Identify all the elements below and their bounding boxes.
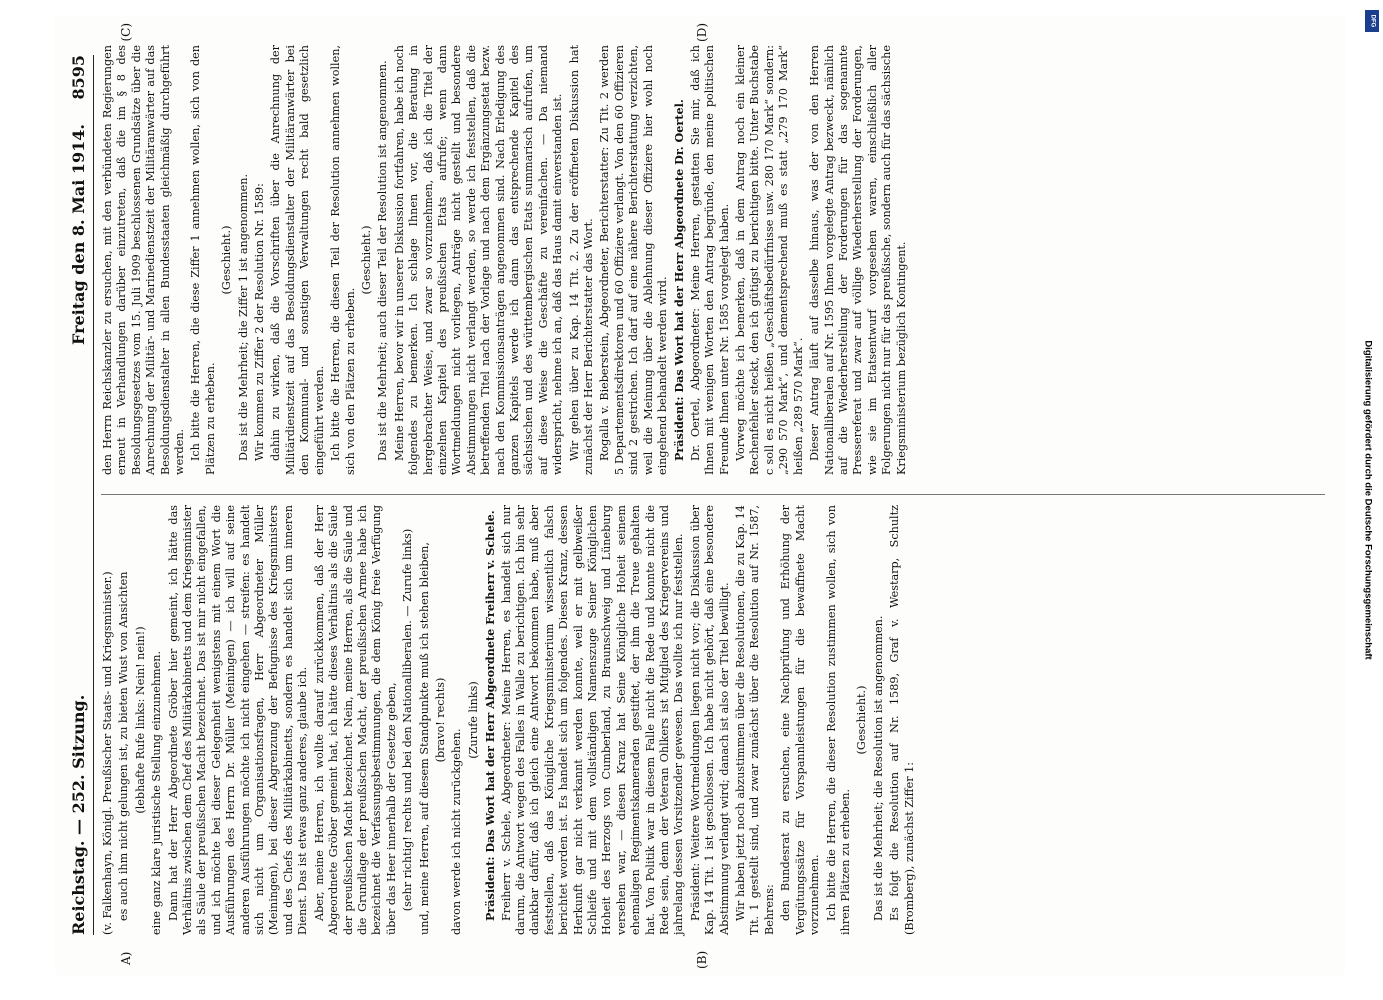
paragraph: (Geschieht.) — [855, 685, 869, 755]
paragraph: Das ist die Mehrheit; die Resolution ist angenommen. — [871, 615, 885, 921]
paragraph: Wir haben jetzt noch abzustimmen über die Resolutionen, die zu Kap. 14 Tit. 1 gestellt sind, und zwar zunächst über die Resolution auf Nr. 1587, Behrens: — [734, 505, 776, 935]
paragraph: Wir kommen zu Ziffer 2 der Resolution Nr. 1589: — [253, 183, 267, 461]
paragraph: den Herrn Reichskanzler zu ersuchen, mit den verbündeten Regierungen erneut in Verhandlungen darüber einzutreten, daß die im § 8 des Besoldungsgesetzes vom 15. Juli 1909 beschlossenen Grundsätze über die Anrechnung der Militär- und Marinedienstzeit der Militäranwärter auf das Besoldungsdienstalter in allen Bundesstaaten gleichmäßig durchgeführt werden. — [101, 45, 187, 475]
dfg-logo-icon: DFG — [1365, 10, 1379, 32]
digitization-credit-text: Digitalisierung gefördert durch die Deutsche Forschungsgemeinschaft — [1362, 340, 1374, 660]
paragraph: Das ist die Mehrheit; die Ziffer 1 ist angenommen. — [236, 173, 250, 461]
paragraph: (Geschieht.) — [220, 225, 234, 295]
margin-marker-a: A) — [119, 951, 133, 965]
paragraph: Präsident: Weitere Wortmeldungen liegen nicht vor; die Diskussion über Kap. 14 Tit. 1 ist geschlossen. Ich habe nicht gehört, daß eine besondere Abstimmung verlangt wird; danach ist also der Titel bewilligt. — [688, 505, 731, 935]
paragraph: Dann hat der Herr Abgeordnete Gröber hier gemeint, ich hätte das Verhältnis zwischen dem Chef des Militärkabinetts und dem Kriegsminister als Säule der preußischen Macht bezeichnet. Das ist mir nicht eingefallen, und ich möchte bei dieser Gelegenheit wenigstens mit einem Wort die Ausführungen des Herrn Dr. Müller (Meiningen) — ich will auf seine anderen Ausführungen möchte ich nicht eingehen — streifen: es handelt sich nicht um Organisationsfragen, Herr Abgeordneter Müller (Meiningen), bei dieser Abgrenzung der Befugnisse des Kriegsministers und des Chefs des Militärkabinetts, sondern es handelt sich um inneren Dienst. Das ist etwas ganz anderes, glaube ich. — [166, 505, 310, 935]
paragraph: Wir gehen über zu Kap. 14 Tit. 2. Zu der eröffneten Diskussion hat zunächst der Herr Berichterstatter das Wort. — [567, 45, 595, 475]
header-center: Freitag den 8. Mai 1914. — [69, 124, 88, 345]
paragraph: (bravo! rechts) — [433, 677, 447, 763]
paragraph: Ich bitte die Herren, die diese Ziffer 1 annehmen wollen, sich von den Plätzen zu erheben. — [189, 45, 217, 475]
page-number: 8595 — [69, 55, 88, 100]
right-column — [101, 45, 911, 475]
paragraph: davon werde ich nicht zurückgehen. — [450, 728, 464, 935]
paragraph: Ich bitte die Herren, die diesen Teil der Resolution annehmen wollen, sich von den Plätzen zu erheben. — [329, 45, 357, 475]
paragraph: es auch ihm nicht gelungen ist, zu bieten Wust von Ansichten — [117, 571, 131, 921]
paragraph: Aber, meine Herren, ich wollte darauf zurückkommen, daß der Herr Abgeordnete Gröber gemeint hat, ich hätte dieses Verhältnis als die Säule der preußischen Macht bezeichnet. Nein, meine Herren, als die Säule und die Grundlage der preußischen Macht, der preußischen Armee habe ich bezeichnet die Verfassungsbestimmungen, die dem König freie Verfügung über das Heer innerhalb der Gesetze geben, — [312, 505, 398, 935]
paragraph: Vorweg möchte ich bemerken, daß in dem Antrag noch ein kleiner Rechenfehler steckt, den ich gütigst zu berichtigen bitte. Unter Buchstabe c soll es nicht heißen „Geschäftsbedürfnisse usw. 280 170 Mark“ sondern: „290 570 Mark“, und dementsprechend muß es statt „279 170 Mark“ heißen „289 570 Mark“. — [734, 45, 805, 475]
left-column — [101, 505, 919, 935]
paragraph: Es folgt die Resolution auf Nr. 1589, Graf v. Westarp, Schultz (Bromberg), zunächst Ziffer 1: — [888, 505, 916, 935]
paragraph: Meine Herren, bevor wir in unserer Diskussion fortfahren, habe ich noch folgendes zu bemerken. Ich schlage Ihnen vor, die Beratung in hergebrachter Weise, und zwar so vorzunehmen, daß ich die Titel der einzelnen Kapitel des preußischen Etats aufrufe; wenn dann Wortmeldungen nicht vorliegen, Anträge nicht gestellt und besondere Abstimmungen nicht verlangt werden, so werde ich feststellen, daß die betreffenden Titel nach der Vorlage und nach dem Ergänzungsetat bezw. nach den Kommissionsanträgen angenommen sind. Nach Erledigung des ganzen Kapitels werde ich dann das entsprechende Kapitel des sächsischen und des württembergischen Etats summarisch aufrufen, um auf diese Weise die Geschäfte zu vereinfachen. — Da niemand widerspricht, nehme ich an, daß das Haus damit einverstanden ist. — [392, 45, 565, 475]
paragraph: Präsident: Das Wort hat der Herr Abgeordnete Dr. Oertel. — [672, 99, 687, 461]
paragraph: Dr. Oertel, Abgeordneter: Meine Herren, gestatten Sie mir, daß ich Ihnen mit wenigen Worten den Antrag begründe, den meine politischen Freunde Ihnen unter Nr. 1585 vorgelegt haben. — [688, 45, 731, 475]
paragraph: dahin zu wirken, daß die Vorschriften über die Anrechnung der Militärdienstzeit auf das Besoldungsdienstalter der Militäranwärter bei den Kommunal- und sonstigen Verwaltungen recht bald gesetzlich eingeführt werden. — [269, 45, 326, 475]
margin-marker-b: (B) — [695, 950, 709, 969]
column-divider — [101, 494, 1325, 495]
speaker-line: (v. Falkenhayn, Königl. Preußischer Staats- und Kriegsminister.) — [101, 571, 114, 935]
paragraph: Freiherr v. Schele, Abgeordneter: Meine Herren, es handelt sich nur darum, die Antwort wegen des Falles in Walle zu berichtigen. Ich bin sehr dankbar dafür, daß ich gleich eine Antwort bekommen habe, muß aber feststellen, daß das Königliche Kriegsministerium wissentlich falsch berichtet worden ist. Es handelt sich um folgendes. Diesen Kranz, dessen Herkunft gar nicht verkannt werden konnte, weil er mit gelbweißer Schleife und mit dem vollständigen Namenszuge Seiner Königlichen Hoheit des Herzogs von Cumberland, zu Braunschweig und Lüneburg versehen war, — diesen Kranz hat Seine Königliche Hoheit seinem ehemaligen Regimentskameraden gestiftet, der ihm die Treue gehalten hat. Von Politik war in diesem Falle nicht die Rede und konnte nicht die Rede sein, denn der Veteran Ohlkers ist Mitglied des Kriegervereins und jahrelang dessen Vorsitzender gewesen. Das wollte ich nur feststellen. — [499, 505, 686, 935]
paragraph: und, meine Herren, auf diesem Standpunkte muß ich stehen bleiben, — [417, 542, 431, 935]
paragraph: Rogalla v. Bieberstein, Abgeordneter, Berichterstatter: Zu Tit. 2 werden 5 Departementsdirektoren und 60 Offiziere verlangt. Von den 60 Offizieren sind 2 gestrichen. Ich darf auf eine nähere Berichterstattung verzichten, weil die Meinung über die Ablehnung dieser Offiziere hier wohl noch eingehend behandelt werden wird. — [598, 45, 670, 475]
paragraph: (sehr richtig! rechts und bei den Nationalliberalen. — Zurufe links) — [401, 528, 415, 912]
paragraph: Dieser Antrag läuft auf dasselbe hinaus, was der von den Herren Nationalliberalen auf Nr. 1595 Ihnen vorgelegte Antrag bezweckt, nämlich auf die Wiederherstellung der Forderungen für das sogenannte Pressereferat und zwar auf völlige Wiederherstellung der Forderungen, wie sie im Etatsentwurf vorgesehen waren, einschließlich aller Folgerungen nicht nur für das preußische, sondern auch für das sächsische Kriegsministerium bezüglich Kontingent. — [808, 45, 908, 475]
paragraph: eine ganz klare juristische Stellung einzunehmen. — [150, 650, 164, 935]
header-left: Reichstag. — 252. Sitzung. — [69, 694, 88, 935]
margin-marker-c: (C) — [119, 23, 133, 42]
paragraph: Präsident: Das Wort hat der Herr Abgeordnete Freiherr v. Schele. — [483, 510, 498, 921]
paragraph: (Geschieht.) — [359, 225, 373, 295]
page-header — [69, 55, 91, 935]
rotated-page — [55, 15, 1345, 975]
paragraph: Ich bitte die Herren, die dieser Resolution zustimmen wollen, sich von ihren Plätzen zu erheben. — [824, 505, 852, 935]
paragraph: Das ist die Mehrheit; auch dieser Teil der Resolution ist angenommen. — [376, 60, 390, 461]
paragraph: den Bundesrat zu ersuchen, eine Nachprüfung und Erhöhung der Vergütungssätze für Vorspannleistungen für die bewaffnete Macht vorzunehmen. — [779, 505, 822, 935]
digitization-credit — [1359, 8, 1377, 992]
paragraph: (lebhafte Rufe links: Nein! nein!) — [133, 626, 147, 814]
margin-marker-d: (D) — [695, 23, 709, 42]
paragraph: (Zurufe links) — [466, 681, 480, 759]
header-rule — [93, 55, 94, 935]
